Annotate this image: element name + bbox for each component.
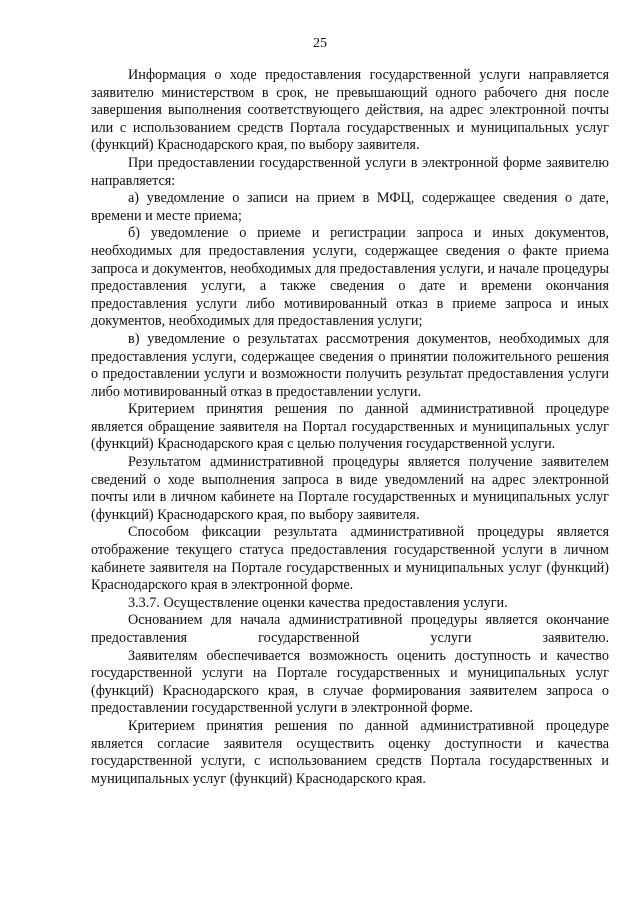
paragraph-assessment-criterion: Критерием принятия решения по данной административной процедуре является согласие заявителя осуществить оценку доступности и качества государственной услуги, с использованием средств Портала государственных и муниципальных услуг (функций) Краснодарского края. xyxy=(91,717,609,787)
document-body xyxy=(91,67,609,788)
paragraph-electronic-notifications: При предоставлении государственной услуги в электронной форме заявителю направляется: xyxy=(91,154,609,189)
section-heading-3-3-7: 3.3.7. Осуществление оценки качества предоставления услуги. xyxy=(128,594,508,611)
paragraph-progress-info: Информация о ходе предоставления государственной услуги направляется заявителю министерством в срок, не превышающий одного рабочего дня после завершения выполнения соответствующего действия, на адрес электронной почты или с использованием средств Портала государственных и муниципальных услуг (функций) Краснодарского края, по выбору заявителя. xyxy=(91,67,609,154)
paragraph-quality-assessment: Заявителям обеспечивается возможность оценить доступность и качество государственной услуги на Портале государственных и муниципальных услуг (функций) Краснодарского края, в случае формирования заявителем запроса о предоставлении государственной услуги в электронной форме. xyxy=(91,647,609,717)
page-number: 25 xyxy=(313,36,327,51)
list-item-b: б) уведомление о приеме и регистрации запроса и иных документов, необходимых для предоставления услуги, содержащее сведения о факте приема запроса и документов, необходимых для предоставления услуги, и начале процедуры предоставления услуги, а также сведения о дате и времени окончания предоставления услуги либо мотивированный отказ в приеме запроса и иных документов, необходимых для предоставления услуги; xyxy=(91,225,609,330)
paragraph-procedure-basis: Основанием для начала административной процедуры является окончание предоставления государственной услуги заявителю. xyxy=(91,612,609,646)
list-item-a: а) уведомление о записи на прием в МФЦ, содержащее сведения о дате, времени и месте приема; xyxy=(91,190,609,224)
paragraph-procedure-result: Результатом административной процедуры является получение заявителем сведений о ходе выполнения запроса в виде уведомлений на адрес электронной почты или в личном кабинете на Портале государственных и муниципальных услуг (функций) Краснодарского края, по выбору заявителя. xyxy=(91,454,609,523)
paragraph-decision-criterion: Критерием принятия решения по данной административной процедуре является обращение заявителя на Портал государственных и муниципальных услуг (функций) Краснодарского края с целью получения государственной услуги. xyxy=(91,401,609,453)
list-item-v: в) уведомление о результатах рассмотрения документов, необходимых для предоставления услуги, содержащее сведения о принятии положительного решения о предоставлении услуги и возможности получить результат предоставления услуги либо мотивированный отказ в предоставлении услуги. xyxy=(91,330,609,400)
paragraph-result-recording: Способом фиксации результата административной процедуры является отображение текущего статуса предоставления государственной услуги в личном кабинете заявителя на Портале государственных и муниципальных услуг (функций) Краснодарского края в электронной форме. xyxy=(91,524,609,594)
